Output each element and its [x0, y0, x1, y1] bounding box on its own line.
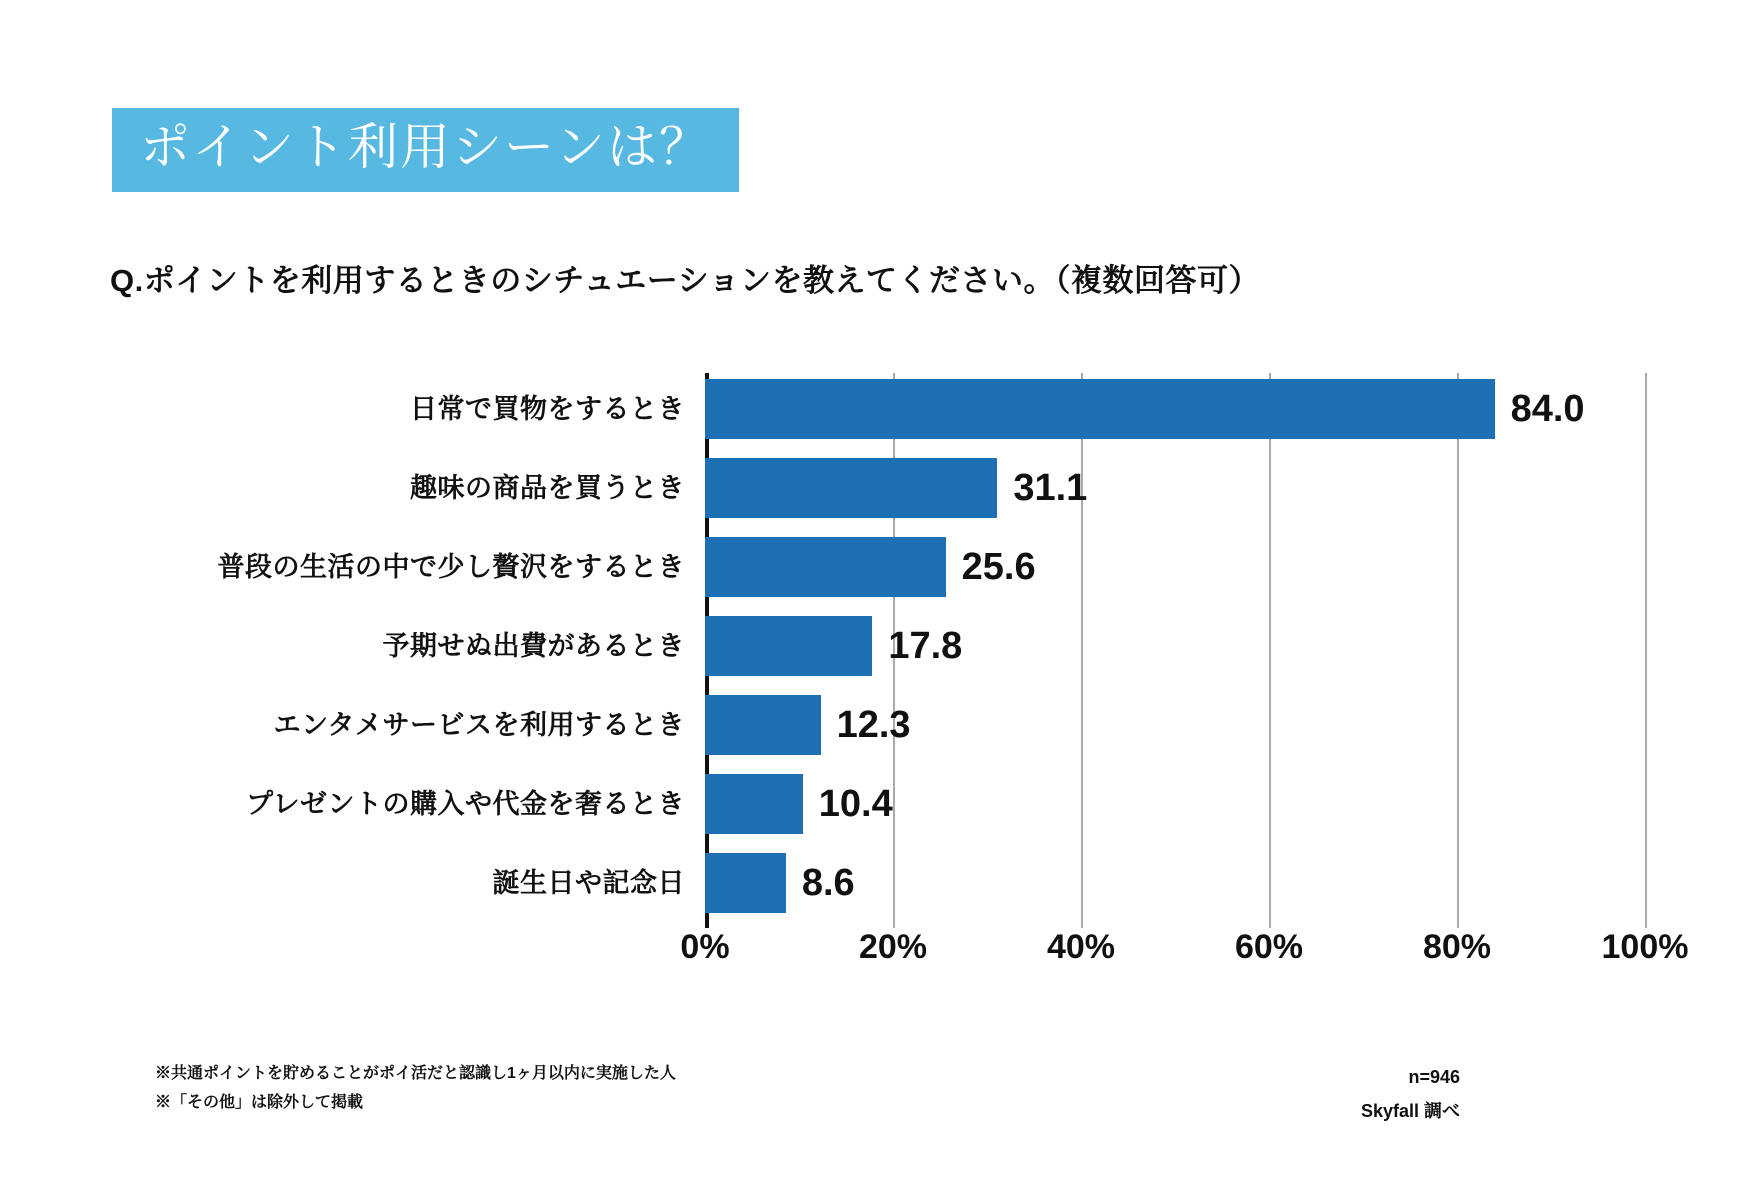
x-tick-label: 20%: [858, 928, 928, 966]
bar-value-label: 84.0: [1510, 387, 1585, 430]
category-label: プレゼントの購入や代金を奢るとき: [246, 789, 685, 819]
question-text: Q.ポイントを利用するときのシチュエーションを教えてください。（複数回答可）: [110, 263, 1261, 298]
gridline: [1457, 373, 1459, 928]
bar: [705, 458, 997, 518]
footnote-line-2: ※「その他」は除外して掲載: [155, 1093, 364, 1111]
x-tick-label: 80%: [1422, 928, 1492, 966]
bar-row: [705, 537, 1036, 597]
source-credit: Skyfall 調べ: [1360, 1101, 1460, 1122]
plot-area: [217, 373, 1645, 928]
category-label: 誕生日や記念日: [492, 868, 685, 898]
bar-row: [705, 458, 1087, 518]
category-label: 普段の生活の中で少し贅沢をするとき: [217, 552, 685, 582]
bar: [705, 695, 821, 755]
source-block: [1361, 1060, 1460, 1128]
x-tick-label: 60%: [1234, 928, 1304, 966]
footnote-line-1: ※共通ポイントを貯めることがポイ活だと認識し1ヶ月以内に実施した人: [155, 1065, 676, 1082]
gridline: [1269, 373, 1271, 928]
bar-row: [705, 616, 962, 676]
bar: [705, 853, 786, 913]
page-title: ポイント利用シーンは？: [140, 119, 711, 175]
category-label: 日常で買物をするとき: [410, 394, 685, 424]
bar: [705, 379, 1495, 439]
bar-value-label: 8.6: [801, 861, 855, 904]
category-label: 趣味の商品を買うとき: [410, 473, 685, 503]
bar: [705, 616, 872, 676]
bar-value-label: 31.1: [1013, 466, 1088, 509]
bar-value-label: 10.4: [818, 782, 893, 825]
sample-size: n=946: [1408, 1067, 1460, 1087]
footnotes: [155, 1060, 676, 1118]
x-tick-label: 100%: [1601, 928, 1689, 966]
bar-row: [705, 853, 855, 913]
bar: [705, 774, 803, 834]
bar-chart: [120, 360, 1689, 966]
title-banner: [112, 108, 739, 192]
bar-row: [705, 695, 911, 755]
category-label: 予期せぬ出費があるとき: [382, 631, 685, 661]
bar-value-label: 12.3: [836, 703, 911, 746]
x-tick-label: 0%: [680, 928, 730, 966]
bar-value-label: 17.8: [888, 624, 963, 667]
gridline: [1081, 373, 1083, 928]
x-tick-label: 40%: [1046, 928, 1116, 966]
bar-row: [705, 774, 893, 834]
category-label: エンタメサービスを利用するとき: [273, 710, 685, 740]
bar-value-label: 25.6: [961, 545, 1036, 588]
bar: [705, 537, 946, 597]
gridline: [1645, 373, 1647, 928]
bar-row: [705, 379, 1585, 439]
